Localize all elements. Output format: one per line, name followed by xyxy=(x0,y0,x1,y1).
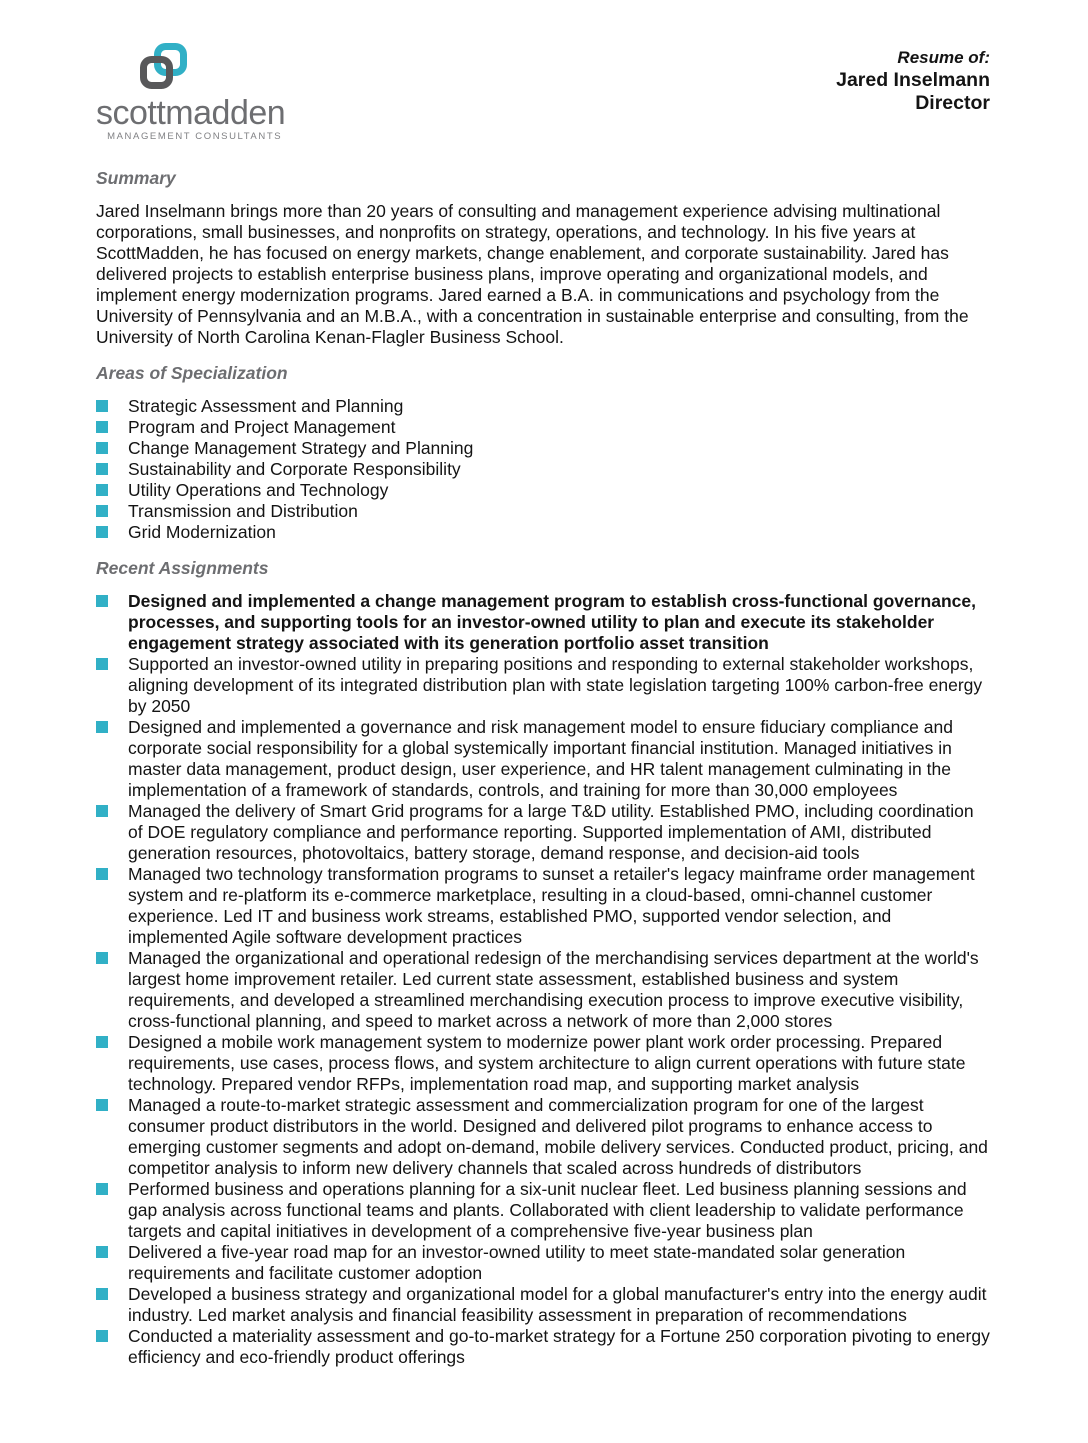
assignment-list-item xyxy=(96,801,990,864)
specialization-item-label: Utility Operations and Technology xyxy=(128,480,389,500)
specialization-item-label: Transmission and Distribution xyxy=(128,501,358,521)
specialization-list-item xyxy=(96,459,990,480)
assignment-item-text: Managed two technology transformation programs to sunset a retailer's legacy mainframe order management system and re-platform its e-commerce marketplace, resulting in a cloud-based, omni-channel customer experience. Led IT and business work streams, established PMO, supported vendor selection, and implemented Agile software development practices xyxy=(128,864,975,947)
teal-square-bullet-icon xyxy=(96,658,108,670)
assignment-list-item xyxy=(96,591,990,654)
teal-square-bullet-icon xyxy=(96,526,108,538)
assignment-item-text: Managed a route-to-market strategic assessment and commercialization program for one of the largest consumer product distributors in the world. Designed and delivered pilot programs to enhance access to emerging customer segments and adopt on-demand, mobile delivery services. Conducted product, pricing, and competitor analysis to inform new delivery channels that scaled across hundreds of distributors xyxy=(128,1095,988,1178)
assignment-item-text: Supported an investor-owned utility in preparing positions and responding to external stakeholder workshops, aligning development of its integrated distribution plan with state legislation targeting 100% carbon-free energy by 2050 xyxy=(128,654,983,716)
specialization-item-label: Sustainability and Corporate Responsibility xyxy=(128,459,461,479)
assignment-list-item xyxy=(96,717,990,801)
assignment-item-text: Delivered a five-year road map for an investor-owned utility to meet state-mandated solar generation requirements and facilitate customer adoption xyxy=(128,1242,906,1283)
assignment-item-text: Developed a business strategy and organizational model for a global manufacturer's entry into the energy audit industry. Led market analysis and financial feasibility assessment in preparation of recommendations xyxy=(128,1284,987,1325)
specialization-list-item xyxy=(96,396,990,417)
teal-square-bullet-icon xyxy=(96,484,108,496)
teal-square-bullet-icon xyxy=(96,805,108,817)
resume-of-block xyxy=(836,40,990,115)
resume-of-label: Resume of: xyxy=(897,48,990,67)
teal-square-bullet-icon xyxy=(96,595,108,607)
specialization-item-label: Grid Modernization xyxy=(128,522,276,542)
assignment-list-item xyxy=(96,864,990,948)
teal-square-bullet-icon xyxy=(96,463,108,475)
specialization-list-item xyxy=(96,501,990,522)
specialization-list-item xyxy=(96,480,990,501)
resume-person-name: Jared Inselmann xyxy=(836,69,990,91)
assignment-list-item xyxy=(96,654,990,717)
teal-square-bullet-icon xyxy=(96,1183,108,1195)
assignment-list-item xyxy=(96,1095,990,1179)
assignment-item-text: Designed a mobile work management system to modernize power plant work order processing. Prepared requirements, use cases, process flows, and system architecture to align current operations with future state technology. Prepared vendor RFPs, implementation road map, and supporting market analysis xyxy=(128,1032,966,1094)
assignment-list-item xyxy=(96,1032,990,1095)
logo-tagline: MANAGEMENT CONSULTANTS xyxy=(107,131,283,142)
assignment-list-item xyxy=(96,948,990,1032)
summary-section xyxy=(96,168,990,348)
teal-square-bullet-icon xyxy=(96,1099,108,1111)
assignment-item-text: Conducted a materiality assessment and go-to-market strategy for a Fortune 250 corporation pivoting to energy efficiency and eco-friendly product offerings xyxy=(128,1326,990,1367)
assignment-item-text: Managed the organizational and operational redesign of the merchandising services department at the world's largest home improvement retailer. Led current state assessment, established business and system requirements, and developed a streamlined merchandising execution process to improve executive visibility, cross-functional planning, and speed to market across a network of more than 2,000 stores xyxy=(128,948,979,1031)
specialization-heading: Areas of Specialization xyxy=(96,363,288,383)
assignment-list-item xyxy=(96,1242,990,1284)
summary-paragraph: Jared Inselmann brings more than 20 years of consulting and management experience advising multinational corporations, small businesses, and nonprofits on strategy, operations, and technology. In his five years at ScottMadden, he has focused on energy markets, change enablement, and corporate sustainability. Jared has delivered projects to establish enterprise business plans, improve operating and organizational models, and implement energy modernization programs. Jared earned a B.A. in communications and psychology from the University of Pennsylvania and an M.B.A., with a concentration in sustainable enterprise and consulting, from the University of North Carolina Kenan-Flagler Business School. xyxy=(96,201,969,347)
teal-square-bullet-icon xyxy=(96,721,108,733)
summary-heading: Summary xyxy=(96,168,176,188)
scottmadden-logo xyxy=(96,40,285,144)
assignments-section xyxy=(96,558,990,1368)
specialization-list-item xyxy=(96,522,990,543)
overlapping-squares-logo-icon xyxy=(139,42,187,94)
specialization-list-item xyxy=(96,417,990,438)
assignments-heading: Recent Assignments xyxy=(96,558,269,578)
assignment-list-item xyxy=(96,1326,990,1368)
assignment-list-item xyxy=(96,1284,990,1326)
teal-square-bullet-icon xyxy=(96,1036,108,1048)
teal-square-bullet-icon xyxy=(96,1330,108,1342)
teal-square-bullet-icon xyxy=(96,1288,108,1300)
teal-square-bullet-icon xyxy=(96,1246,108,1258)
assignment-item-text: Designed and implemented a change management program to establish cross-functional governance, processes, and supporting tools for an investor-owned utility to plan and execute its stakeholder engagement strategy associated with its generation portfolio asset transition xyxy=(128,591,976,653)
teal-square-bullet-icon xyxy=(96,868,108,880)
specialization-item-label: Strategic Assessment and Planning xyxy=(128,396,404,416)
specialization-item-label: Program and Project Management xyxy=(128,417,396,437)
resume-person-title: Director xyxy=(915,92,990,114)
teal-square-bullet-icon xyxy=(96,421,108,433)
page-header xyxy=(96,40,990,144)
assignment-item-text: Performed business and operations planning for a six-unit nuclear fleet. Led business planning sessions and gap analysis across functional teams and plants. Collaborated with client leadership to validate performance targets and capital initiatives in development of a comprehensive five-year business plan xyxy=(128,1179,967,1241)
teal-square-bullet-icon xyxy=(96,400,108,412)
specialization-list xyxy=(96,396,990,543)
assignment-list-item xyxy=(96,1179,990,1242)
specialization-list-item xyxy=(96,438,990,459)
assignments-list xyxy=(96,591,990,1368)
specialization-section xyxy=(96,363,990,543)
teal-square-bullet-icon xyxy=(96,505,108,517)
teal-square-bullet-icon xyxy=(96,952,108,964)
assignment-item-text: Managed the delivery of Smart Grid programs for a large T&D utility. Established PMO, including coordination of DOE regulatory compliance and performance reporting. Supported implementation of AMI, distributed generation resources, photovoltaics, battery storage, demand response, and decision-aid tools xyxy=(128,801,974,863)
logo-wordmark: scottmadden xyxy=(96,94,286,132)
specialization-item-label: Change Management Strategy and Planning xyxy=(128,438,474,458)
assignment-item-text: Designed and implemented a governance and risk management model to ensure fiduciary compliance and corporate social responsibility for a global systemically important financial institution. Managed initiatives in master data management, product design, user experience, and HR talent management culminating in the implementation of a framework of standards, controls, and training for more than 30,000 employees xyxy=(128,717,953,800)
teal-square-bullet-icon xyxy=(96,442,108,454)
